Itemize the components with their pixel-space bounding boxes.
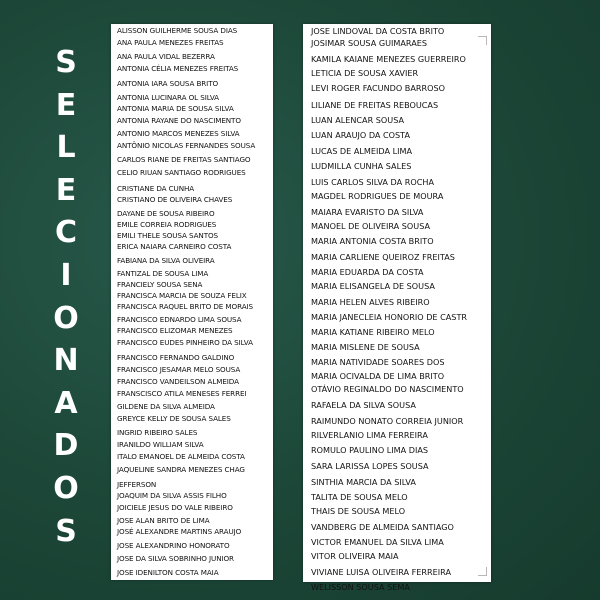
title-letter: S [55,45,77,80]
name-entry: DAYANE DE SOUSA RIBEIRO [117,209,215,218]
name-entry: FRANCISCO FERNANDO GALDINO [117,353,235,362]
title-letter: E [55,172,77,208]
name-entry: JOSE LINDOVAL DA COSTA BRITO [311,25,445,36]
name-entry: MAIARA EVARISTO DA SILVA [311,206,424,217]
name-entry: MARIA CARLIENE QUEIROZ FREITAS [311,251,455,262]
name-entry: RAFAELA DA SILVA SOUSA [311,400,416,411]
name-entry: CRISTIANO DE OLIVEIRA CHAVES [117,195,233,204]
name-entry: ANTONIA IARA SOUSA BRITO [117,79,219,88]
name-entry: EMILE CORREIA RODRIGUES [117,220,217,229]
left-name-list-sheet [111,24,273,580]
title-letter: O [53,300,79,336]
name-entry: FRANCISCO VANDEILSON ALMEIDA [117,377,239,386]
name-entry: FRANCISCO EUDES PINHEIRO DA SILVA [117,338,253,347]
name-entry: MARIA HELEN ALVES RIBEIRO [311,296,430,307]
name-entry: JAQUELINE SANDRA MENEZES CHAG [117,465,245,474]
corner-mark-icon [478,36,487,45]
name-entry: RILVERLANIO LIMA FERREIRA [311,429,428,440]
name-entry: MARIA NATIVIDADE SOARES DOS [311,357,445,367]
name-entry: ALISSON GUILHERME SOUSA DIAS [117,26,238,35]
name-entry: FRANSCISCO ATILA MENESES FERREI [117,389,247,398]
name-entry: MAGDEL RODRIGUES DE MOURA [311,191,444,202]
name-entry: FRANCIELY SOUSA SENA [117,280,203,289]
name-entry: OTÁVIO REGINALDO DO NASCIMENTO [311,384,464,394]
name-entry: MARIA MISLENE DE SOUSA [311,341,420,352]
vertical-title [48,42,84,553]
name-entry: SINTHIA MARCIA DA SILVA [311,476,416,487]
corner-mark-icon [478,567,487,576]
name-entry: FANTIZAL DE SOUSA LIMA [117,269,209,278]
name-entry: WELISSON SOUSA SEMA [311,582,410,592]
name-entry: GILDENE DA SILVA ALMEIDA [117,402,215,411]
name-entry: SARA LARISSA LOPES SOUSA [311,461,429,472]
name-entry: FRANCISCA RAQUEL BRITO DE MORAIS [117,302,253,311]
name-entry: ANTONIA CÉLIA MENEZES FREITAS [117,64,239,73]
name-entry: IRANILDO WILLIAM SILVA [117,440,204,449]
name-entry: VICTOR EMANUEL DA SILVA LIMA [311,537,444,547]
name-entry: FRANCISCO JESAMAR MELO SOUSA [117,365,241,374]
name-entry: MARIA ANTONIA COSTA BRITO [311,236,434,247]
name-entry: ANTONIA RAYANE DO NASCIMENTO [117,116,241,125]
name-entry: JOSE IDENILTON COSTA MAIA [117,568,219,577]
name-entry: LUCAS DE ALMEIDA LIMA [311,145,412,156]
title-letter: O [53,470,79,506]
name-entry: CELIO RIUAN SANTIAGO RODRIGUES [117,168,246,177]
name-entry: FRANCISCO EDNARDO LIMA SOUSA [117,315,242,324]
name-entry: ANTONIO MARCOS MENEZES SILVA [117,129,240,138]
name-entry: GREYCE KELLY DE SOUSA SALES [117,414,231,423]
name-entry: RAIMUNDO NONATO CORREIA JUNIOR [311,415,464,426]
name-entry: JOSE ALEXANDRINO HONORATO [117,541,230,550]
name-entry: ANTÔNIO NICOLAS FERNANDES SOUSA [117,141,256,150]
name-entry: MARIA EDUARDA DA COSTA [311,267,424,277]
title-letter: D [53,428,79,464]
name-entry: LEVI ROGER FACUNDO BARROSO [311,83,446,94]
name-entry: ROMULO PAULINO LIMA DIAS [311,445,429,456]
name-entry: VITOR OLIVEIRA MAIA [311,551,399,562]
name-entry: ANTONIA LUCINARA OL SILVA [117,93,219,102]
name-entry: FABIANA DA SILVA OLIVEIRA [117,256,215,265]
name-entry: VIVIANE LUISA OLIVEIRA FERREIRA [311,566,451,577]
name-entry: LILIANE DE FREITAS REBOUCAS [311,99,439,110]
name-entry: ANA PAULA MENEZES FREITAS [117,38,224,47]
name-entry: MARIA JANECLEIA HONORIO DE CASTR [311,312,468,322]
name-entry: CARLOS RIANE DE FREITAS SANTIAGO [117,155,251,164]
name-entry: VANDBERG DE ALMEIDA SANTIAGO [311,521,454,532]
name-entry: MANOEL DE OLIVEIRA SOUSA [311,221,431,232]
name-entry: EMILI THELE SOUSA SANTOS [117,231,219,240]
name-entry: LUAN ARAUJO DA COSTA [311,130,411,141]
name-entry: JOSE ALAN BRITO DE LIMA [117,516,210,525]
title-letter: I [60,257,72,293]
name-entry: TALITA DE SOUSA MELO [311,492,408,502]
name-entry: JOICIELE JESUS DO VALE RIBEIRO [117,503,233,512]
title-letter: A [54,385,78,421]
title-letter: N [53,343,79,379]
name-entry: LUIS CARLOS SILVA DA ROCHA [311,177,434,187]
title-letter: E [55,87,77,123]
right-name-list-sheet [303,24,491,592]
name-entry: CRISTIANE DA CUNHA [117,184,195,193]
name-entry: MARIA ELISANGELA DE SOUSA [311,281,435,292]
name-entry: FRANCISCO ELIZOMAR MENEZES [117,326,233,335]
name-entry: JOSIMAR SOUSA GUIMARAES [311,37,428,48]
name-entry: ANTONIA MARIA DE SOUSA SILVA [117,104,234,113]
name-entry: ANA PAULA VIDAL BEZERRA [117,52,215,61]
name-entry: MARIA KATIANE RIBEIRO MELO [311,327,435,338]
name-entry: KAMILA KAIANE MENEZES GUERREIRO [311,53,466,64]
name-entry: ITALO EMANOEL DE ALMEIDA COSTA [117,452,245,461]
name-entry: JEFFERSON [117,480,157,489]
name-entry: MARIA OCIVALDA DE LIMA BRITO [311,371,445,382]
name-entry: FRANCISCA MARCIA DE SOUZA FELIX [117,291,247,300]
title-letter: S [55,513,77,549]
name-entry: INGRID RIBEIRO SALES [117,428,198,437]
title-letter: C [54,215,78,251]
name-entry: LUDMILLA CUNHA SALES [311,160,412,171]
title-letter: L [56,130,76,166]
name-entry: LETICIA DE SOUSA XAVIER [311,68,419,79]
name-entry: LUAN ALENCAR SOUSA [311,114,405,125]
name-entry: JOSE DA SILVA SOBRINHO JUNIOR [117,554,234,563]
name-entry: ERICA NAIARA CARNEIRO COSTA [117,242,232,251]
name-entry: JOSÉ ALEXANDRE MARTINS ARAUJO [117,527,242,536]
name-entry: JOAQUIM DA SILVA ASSIS FILHO [117,491,227,500]
name-entry: THAIS DE SOUSA MELO [311,506,406,517]
